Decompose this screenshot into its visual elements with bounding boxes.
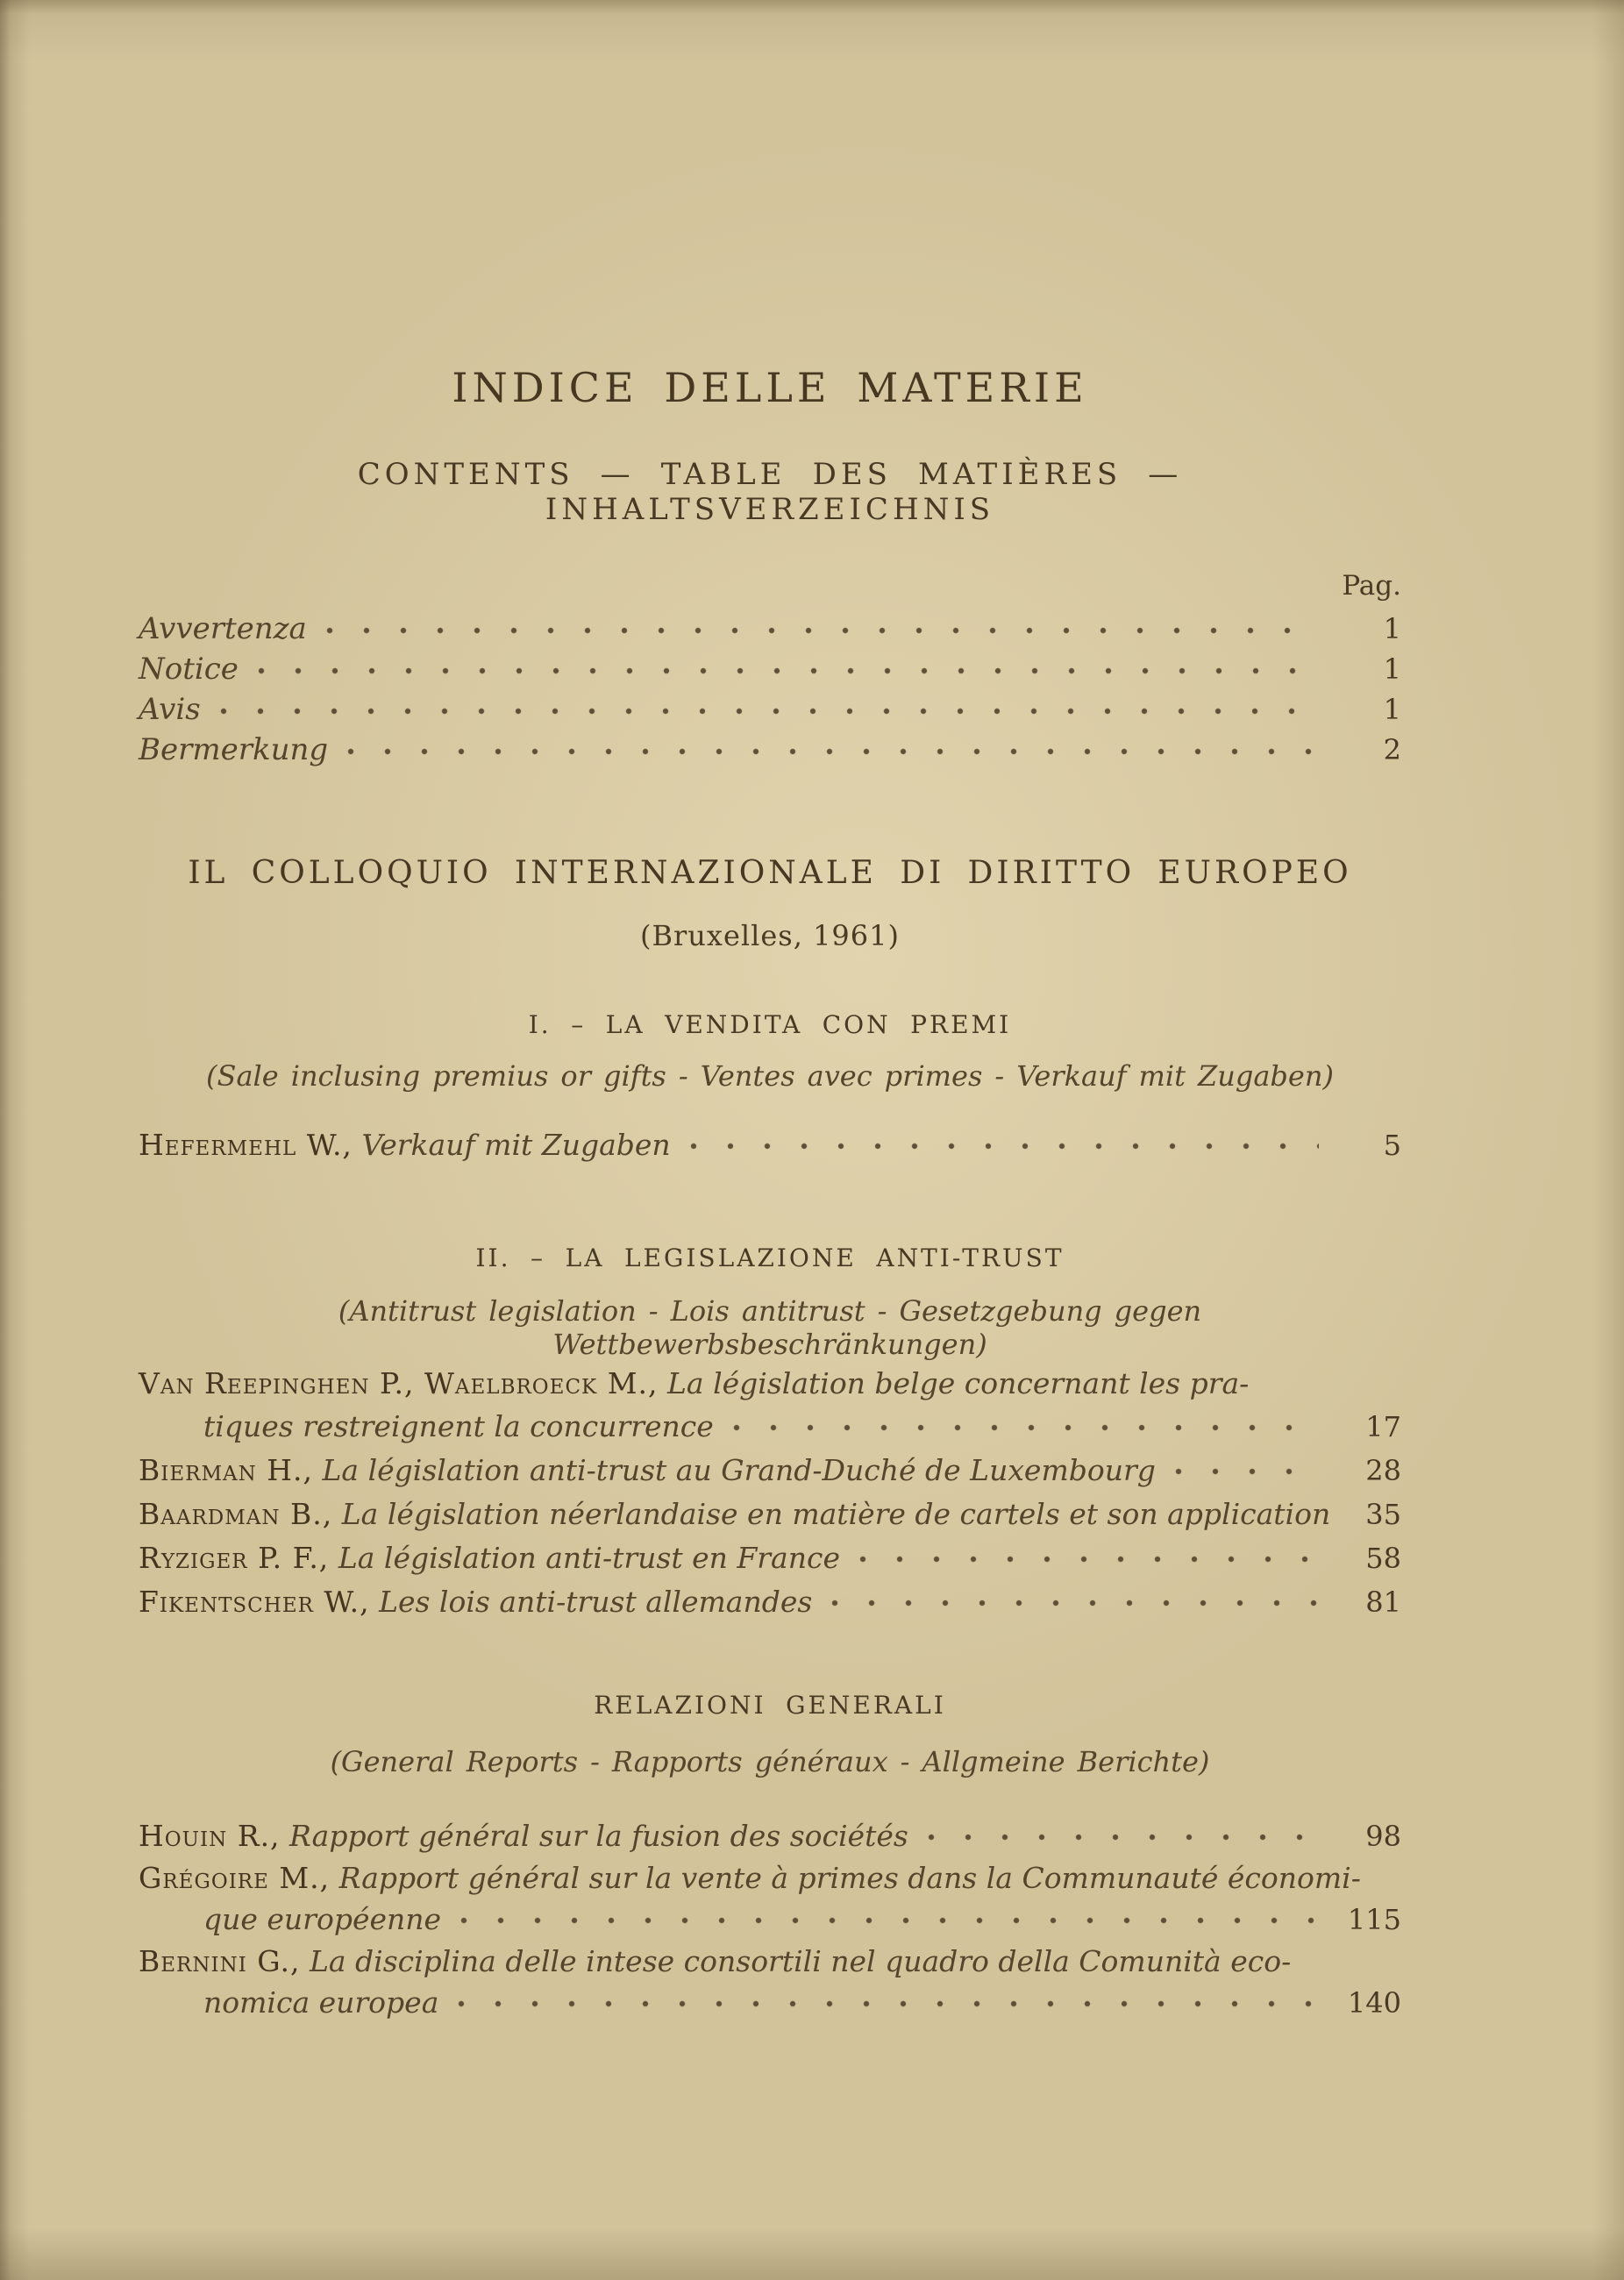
work-title-continued: tiques restreignent la concurrence xyxy=(203,1409,714,1443)
author-name: Grégoire M., xyxy=(139,1861,331,1895)
page-number: 115 xyxy=(1347,1903,1401,1936)
work-title: Verkauf mit Zugaben xyxy=(361,1128,671,1162)
toc-entry-gregoire-line2 xyxy=(139,1904,1401,1935)
author-name: Ryziger P. F., xyxy=(139,1541,330,1575)
section2-entries xyxy=(139,1368,1401,1618)
page-number: 35 xyxy=(1365,1498,1401,1531)
toc-entry-bierman xyxy=(139,1455,1401,1486)
page-number: 1 xyxy=(1383,652,1401,686)
dot-leader xyxy=(859,1553,1319,1564)
section3-heading: RELAZIONI GENERALI xyxy=(594,1691,946,1720)
section3-translations: (General Reports - Rapports généraux - Allgmeine Berichte) xyxy=(330,1745,1210,1778)
entry-title: Avvertenza xyxy=(139,611,307,646)
toc-entry-fikentscher xyxy=(139,1586,1401,1618)
author-name: Fikentscher W., xyxy=(139,1585,370,1619)
entry-text xyxy=(139,1543,840,1573)
page-number: 1 xyxy=(1383,612,1401,645)
section2-translations: (Antitrust legislation - Lois antitrust - Gesetzgebung gegen Wettbewerbsbeschränkungen) xyxy=(338,1294,1202,1361)
work-title: La législation belge concernant les pra- xyxy=(667,1366,1250,1400)
toc-entry-gregoire-line1 xyxy=(139,1863,1401,1893)
toc-entry-avvertenza xyxy=(139,611,1401,646)
dot-leader xyxy=(831,1597,1319,1607)
page-number: 5 xyxy=(1383,1129,1401,1162)
entry-title: Notice xyxy=(139,652,239,687)
work-title-continued: nomica europea xyxy=(203,1985,439,2020)
page-number: 140 xyxy=(1347,1986,1401,2020)
work-title: La disciplina delle intese consortili nel quadro della Comunità eco- xyxy=(309,1944,1292,1978)
section3-entries xyxy=(139,1820,1401,2019)
entry-text xyxy=(139,1497,1331,1531)
dot-leader xyxy=(1175,1465,1319,1476)
entry-text xyxy=(139,1820,908,1851)
page-number: 81 xyxy=(1365,1585,1401,1619)
author-name: Baardman B., xyxy=(139,1497,333,1531)
colloquium-subheading: (Bruxelles, 1961) xyxy=(640,919,900,952)
work-title: La législation anti-trust en France xyxy=(338,1541,840,1575)
page-number: 28 xyxy=(1365,1454,1401,1487)
entry-text xyxy=(139,1368,1249,1399)
entry-text xyxy=(139,1946,1291,1977)
author-name: Van Reepinghen P., Waelbroeck M., xyxy=(139,1366,659,1400)
section1-heading: I. – LA VENDITA CON PREMI xyxy=(528,1010,1012,1039)
page-title: INDICE DELLE MATERIE xyxy=(452,364,1088,411)
toc-entry-vanreepinghen-line2 xyxy=(139,1411,1401,1443)
dot-leader xyxy=(458,1998,1319,2008)
section1-translations: (Sale inclusing premius or gifts - Ventes avec primes - Verkauf mit Zugaben) xyxy=(206,1059,1334,1093)
toc-entry-hefermehl xyxy=(139,1129,1401,1161)
contents-subtitle: CONTENTS — TABLE DES MATIÈRES — INHALTSVERZEICHNIS xyxy=(357,457,1183,527)
entry-title: Bermerkung xyxy=(139,732,329,767)
section2-heading: II. – LA LEGISLAZIONE ANTI-TRUST xyxy=(475,1243,1065,1272)
dot-leader xyxy=(928,1831,1319,1842)
toc-entry-notice xyxy=(139,654,1401,685)
entry-title: Avis xyxy=(139,692,201,727)
page-number: 98 xyxy=(1365,1820,1401,1853)
dot-leader xyxy=(326,624,1319,635)
work-title: La législation anti-trust au Grand-Duché de Luxembourg xyxy=(322,1453,1156,1487)
entry-text xyxy=(139,1129,671,1160)
work-title: Rapport général sur la fusion des sociétés xyxy=(289,1819,908,1853)
work-title: Rapport général sur la vente à primes dans la Communauté économi- xyxy=(338,1861,1361,1895)
toc-entry-vanreepinghen-line1 xyxy=(139,1368,1401,1399)
toc-entry-avis xyxy=(139,692,1401,727)
author-name: Hefermehl W., xyxy=(139,1128,353,1162)
dot-leader xyxy=(733,1421,1319,1432)
toc-entry-houin xyxy=(139,1820,1401,1852)
author-name: Bernini G., xyxy=(139,1944,301,1978)
toc-entry-baardman xyxy=(139,1499,1401,1530)
front-matter-list xyxy=(139,611,1401,767)
toc-entry-ryziger xyxy=(139,1543,1401,1574)
page-number: 58 xyxy=(1365,1542,1401,1575)
entry-text xyxy=(139,1455,1156,1486)
page-number: 2 xyxy=(1383,733,1401,766)
toc-entry-bermerkung xyxy=(139,732,1401,767)
toc-entry-bernini-line2 xyxy=(139,1987,1401,2019)
dot-leader xyxy=(220,705,1319,716)
work-title-continued: que européenne xyxy=(203,1902,442,1936)
work-title: Les lois anti-trust allemandes xyxy=(379,1585,813,1619)
work-title: La législation néerlandaise en matière de cartels et son application xyxy=(341,1497,1331,1531)
dot-leader xyxy=(258,665,1319,675)
entry-text xyxy=(139,1586,812,1617)
page-column-header: Pag. xyxy=(1342,570,1401,602)
text-block xyxy=(139,0,1401,2280)
dot-leader xyxy=(347,745,1319,756)
author-name: Bierman H., xyxy=(139,1453,313,1487)
page-number: 1 xyxy=(1383,693,1401,726)
section1-entries xyxy=(139,1129,1401,1161)
entry-text xyxy=(139,1863,1361,1893)
colloquium-heading: IL COLLOQUIO INTERNAZIONALE DI DIRITTO EUROPEO xyxy=(188,855,1352,891)
toc-entry-bernini-line1 xyxy=(139,1946,1401,1977)
dot-leader xyxy=(690,1140,1319,1151)
page-number: 17 xyxy=(1365,1410,1401,1443)
dot-leader xyxy=(460,1914,1319,1925)
author-name: Houin R., xyxy=(139,1819,281,1853)
